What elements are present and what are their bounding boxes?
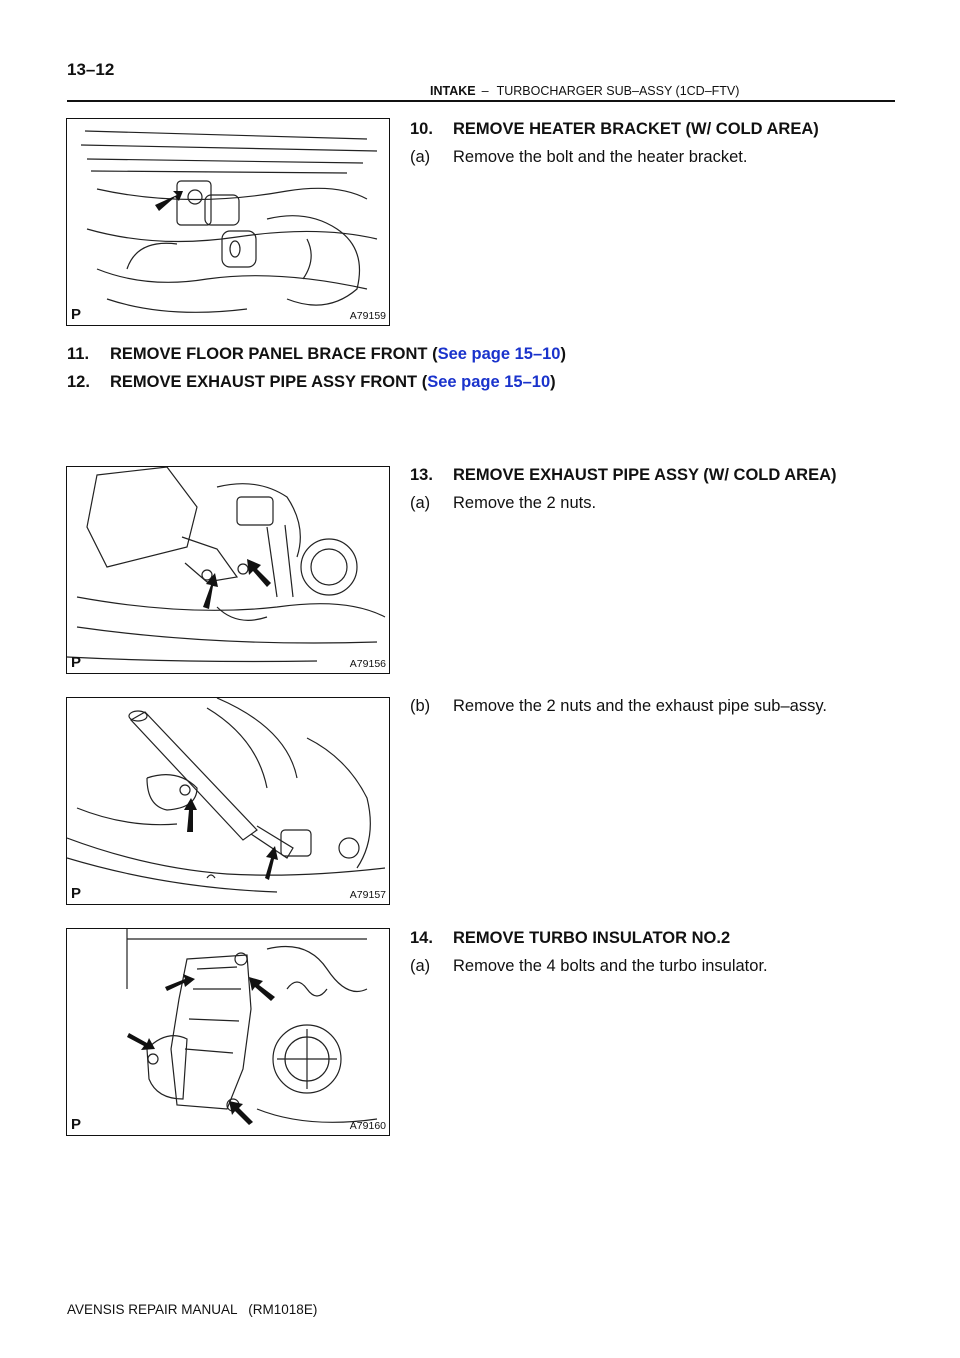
page-number: 13–12 [67,60,115,79]
header-rule [67,100,895,102]
figure-id: A79156 [349,658,386,670]
figure-label: P [71,1116,82,1133]
step-number: 14. [410,929,433,947]
figure-label: P [71,306,82,323]
step-title: REMOVE HEATER BRACKET (W/ COLD AREA) [453,120,819,138]
step-11-heading [67,345,566,364]
substep-marker: (a) [410,148,431,166]
step-title: REMOVE EXHAUST PIPE ASSY FRONT ( [110,373,428,391]
step-number: 11. [67,345,90,363]
figure-heater-bracket [66,118,390,326]
substep-text: Remove the 2 nuts. [453,494,597,512]
step-title: REMOVE EXHAUST PIPE ASSY (W/ COLD AREA) [453,466,837,484]
running-header [430,84,739,98]
substep-marker: (b) [410,697,431,715]
cross-reference-link[interactable]: See page 15–10 [437,345,561,363]
step-14a [410,957,768,976]
substep-text: Remove the bolt and the heater bracket. [453,148,748,166]
step-14-heading [410,929,730,948]
step-10-heading [410,120,819,139]
subsection-title: TURBOCHARGER SUB–ASSY (1CD–FTV) [496,84,740,98]
manual-footer: AVENSIS REPAIR MANUAL (RM1018E) [67,1302,318,1317]
heater-bracket-illustration [67,119,389,325]
step-title-close: ) [550,373,556,391]
step-12-heading [67,373,556,392]
step-13-heading [410,466,837,485]
step-title-close: ) [560,345,566,363]
figure-id: A79159 [349,310,386,322]
figure-turbo-insulator [66,928,390,1136]
step-13a [410,494,596,513]
step-title: REMOVE FLOOR PANEL BRACE FRONT ( [110,345,438,363]
step-number: 10. [410,120,433,138]
header-separator: – [481,84,489,98]
section-title: INTAKE [430,84,476,98]
substep-text: Remove the 4 bolts and the turbo insulator. [453,957,768,975]
figure-label: P [71,654,82,671]
figure-id: A79160 [349,1120,386,1132]
substep-text: Remove the 2 nuts and the exhaust pipe sub–assy. [453,697,827,715]
figure-label: P [71,885,82,902]
figure-exhaust-pipe-sub-assy [66,697,390,905]
step-number: 12. [67,373,90,391]
substep-marker: (a) [410,957,431,975]
figure-exhaust-pipe-nuts [66,466,390,674]
step-number: 13. [410,466,433,484]
step-10a [410,148,747,167]
step-13b [410,697,827,716]
cross-reference-link[interactable]: See page 15–10 [427,373,551,391]
substep-marker: (a) [410,494,431,512]
turbo-insulator-illustration [67,929,389,1135]
exhaust-pipe-sub-assy-illustration [67,698,389,904]
figure-id: A79157 [349,889,386,901]
exhaust-pipe-illustration [67,467,389,673]
step-title: REMOVE TURBO INSULATOR NO.2 [453,929,731,947]
